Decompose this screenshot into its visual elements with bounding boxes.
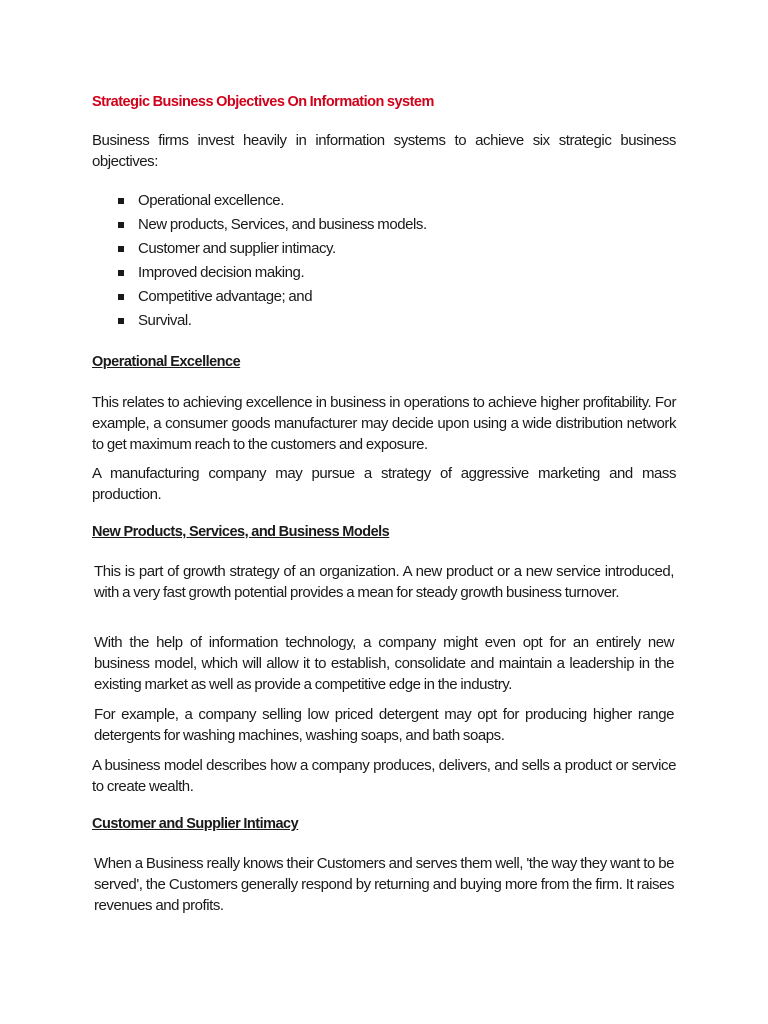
operational-paragraph-2: A manufacturing company may pursue a strategy of aggressive marketing and mass production. [92, 465, 676, 503]
bullet-square-icon [118, 246, 124, 252]
intro-paragraph: Business firms invest heavily in information systems to achieve six strategic business objectives: [92, 132, 676, 170]
operational-paragraph-1: This relates to achieving excellence in business in operations to achieve higher profitability. For example, a consumer goods manufacturer may decide upon using a wide distribution network to get maximum reach to the customers and exposure. [92, 394, 676, 453]
section-heading-operational-excellence: Operational Excellence [92, 354, 241, 370]
list-item: Operational excellence. [118, 190, 427, 214]
list-item: Survival. [118, 310, 427, 334]
bullet-square-icon [118, 318, 124, 324]
list-item: Competitive advantage; and [118, 286, 427, 310]
bullet-square-icon [118, 222, 124, 228]
list-item: Improved decision making. [118, 262, 427, 286]
bullet-square-icon [118, 198, 124, 204]
customer-paragraph-1: When a Business really knows their Customers and serves them well, 'the way they want to be served', the Customers generally respond by returning and buying more from the firm. It raises revenues and profits. [94, 855, 674, 914]
new-products-paragraph-3: For example, a company selling low priced detergent may opt for producing higher range detergents for washing machines, washing soaps, and bath soaps. [94, 706, 674, 744]
objectives-list [118, 190, 427, 334]
bullet-square-icon [118, 270, 124, 276]
new-products-paragraph-2: With the help of information technology, a company might even opt for an entirely new business model, which will allow it to establish, consolidate and maintain a leadership in the existing market as well as provide a competitive edge in the industry. [94, 634, 674, 693]
bullet-square-icon [118, 294, 124, 300]
section-heading-customer-intimacy: Customer and Supplier Intimacy [92, 816, 299, 832]
document-title: Strategic Business Objectives On Information system [92, 94, 434, 110]
list-item: Customer and supplier intimacy. [118, 238, 427, 262]
section-heading-new-products: New Products, Services, and Business Models [92, 524, 390, 540]
list-item: New products, Services, and business models. [118, 214, 427, 238]
new-products-paragraph-4: A business model describes how a company produces, delivers, and sells a product or service to create wealth. [92, 757, 676, 795]
new-products-paragraph-1: This is part of growth strategy of an organization. A new product or a new service introduced, with a very fast growth potential provides a mean for steady growth business turnover. [94, 563, 674, 601]
